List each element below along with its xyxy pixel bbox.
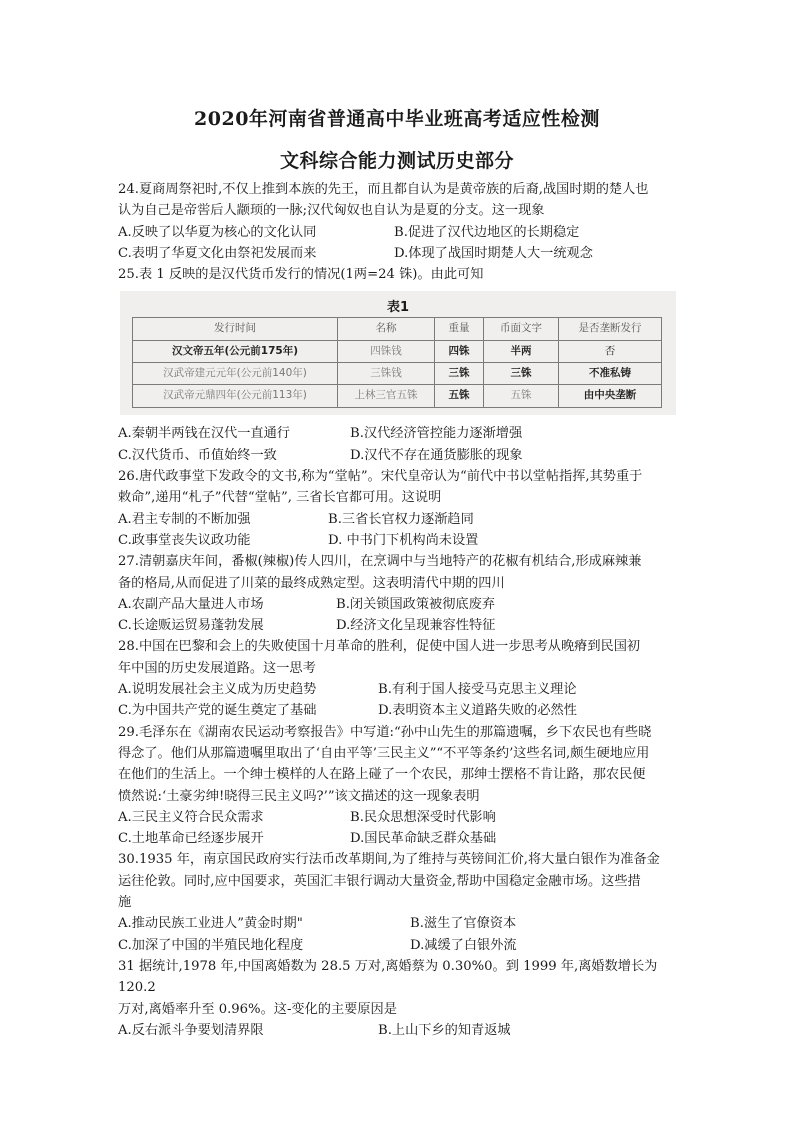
table-title: 表1 — [386, 300, 410, 316]
question-31-line-1: 31 据统计,1978 年,中国离婚数为 28.5 万对,离婚蔡为 0.30%0。到 1999 年,离婚数增长为 120.2 — [118, 958, 658, 996]
table-header: 是否垄断发行 — [559, 318, 662, 340]
option-31-b[interactable]: B.上山下乡的知青返城 — [378, 1022, 511, 1038]
table-row — [133, 385, 662, 407]
exam-title: 2020年河南省普通高中毕业班高考适应性检测 — [194, 108, 600, 130]
option-29-d[interactable]: D.国民革命缺乏群众基础 — [350, 831, 497, 847]
question-30 — [118, 849, 686, 955]
table-cell: 三铢 — [484, 363, 559, 385]
question-29-line-4: 愤然说:‘土豪劣绅!晓得三民主义吗?’”该文描述的这一现象表明 — [118, 788, 480, 804]
option-30-d[interactable]: D.减缓了白银外流 — [410, 937, 517, 953]
question-29-line-2: 得念了。他们从那篇遗嘱里取出了‘自由平等’三民主义”“不平等条约’这些名词,颇生硬地应用 — [118, 745, 650, 761]
table-header: 重量 — [435, 318, 484, 340]
question-29 — [118, 722, 686, 850]
option-25-b[interactable]: B.汉代经济管控能力逐渐增强 — [350, 426, 523, 442]
table-cell: 汉武帝建元元年(公元前140年) — [133, 363, 338, 385]
exam-subtitle: 文科综合能力测试历史部分 — [279, 150, 514, 172]
option-28-d[interactable]: D.表明资本主义道路失败的必然性 — [378, 703, 577, 719]
question-26 — [118, 466, 686, 551]
table-header: 币面文字 — [484, 318, 559, 340]
table-cell: 汉文帝五年(公元前175年) — [133, 340, 338, 362]
question-25-line-1: 25.表 1 反映的是汉代货币发行的情况(1两=24 铢)。由此可知 — [118, 267, 484, 283]
option-30-c[interactable]: C.加深了中国的半殖民地化程度 — [118, 937, 304, 953]
option-26-d[interactable]: D. 中书门下机构尚未设置 — [328, 532, 479, 548]
question-28-line-2: 年中国的历史发展道路。这一思考 — [118, 660, 316, 676]
question-24 — [118, 179, 686, 264]
table-row — [133, 363, 662, 385]
table-cell: 否 — [559, 340, 662, 362]
option-26-b[interactable]: B.三省长官权力逐渐趋同 — [328, 511, 474, 527]
option-28-a[interactable]: A.说明发展社会主义成为历史趋势 — [118, 682, 317, 698]
table-cell: 汉武帝元鼎四年(公元前113年) — [133, 385, 338, 407]
question-30-line-1: 30.1935 年，南京国民政府实行法币改革期间,为了维持与英镑间汇价,将大量白银作为准备金 — [118, 852, 660, 868]
question-27-line-2: 备的格局,从而促进了川菜的最终成熟定型。这表明清代中期的四川 — [118, 575, 505, 591]
option-24-a[interactable]: A.反映了以华夏为核心的文化认同 — [118, 224, 317, 240]
option-29-c[interactable]: C.土地革命已经逐步展开 — [118, 831, 264, 847]
question-26-line-2: 敕命”,递用“札子”代替“堂帖”, 三省长官都可用。这说明 — [118, 490, 442, 506]
table-cell: 四铢钱 — [338, 340, 435, 362]
option-27-a[interactable]: A.农副产品大量进人市场 — [118, 596, 264, 612]
option-24-c[interactable]: C.表明了华夏文化由祭祀发展而来 — [118, 245, 317, 261]
question-30-line-3: 施 — [118, 895, 132, 911]
option-26-c[interactable]: C.政事堂丧失议政功能 — [118, 532, 251, 548]
question-29-line-1: 29.毛泽东在《湖南农民运动考察报告》中写道:“孙中山先生的那篇遗嘱，乡下农民也有些晓 — [118, 724, 652, 740]
question-31-line-2: 万对,离婚率升至 0.96%。这-变化的主要原因是 — [118, 1001, 397, 1017]
table-row — [133, 340, 662, 362]
table-cell: 上林三官五铢 — [338, 385, 435, 407]
table-cell: 半两 — [484, 340, 559, 362]
option-24-b[interactable]: B.促进了汉代边地区的长期稳定 — [394, 224, 580, 240]
question-28 — [118, 636, 686, 721]
question-25 — [118, 264, 686, 466]
question-24-line-2: 认为自己是帝喾后人颛顼的一脉;汉代匈奴也自认为是夏的分支。这一现象 — [118, 203, 545, 219]
question-27-line-1: 27.清朝嘉庆年间，番椒(辣椒)传人四川，在烹调中与当地特产的花椒有机结合,形成麻辣兼 — [118, 554, 642, 570]
table-cell: 五铢 — [484, 385, 559, 407]
question-31 — [118, 956, 686, 1041]
option-28-c[interactable]: C.为中国共产党的诞生奠定了基础 — [118, 703, 317, 719]
currency-table-figure — [120, 291, 676, 415]
option-25-a[interactable]: A.秦朝半两钱在汉代一直通行 — [118, 426, 290, 442]
table-cell: 三铢钱 — [338, 363, 435, 385]
option-30-b[interactable]: B.滋生了官僚资本 — [410, 916, 517, 932]
question-26-line-1: 26.唐代政事堂下发政令的文书,称为“堂帖”。宋代皇帝认为“前代中书以堂帖指挥,其势重于 — [118, 469, 643, 485]
option-27-c[interactable]: C.长途贩运贸易蓬勃发展 — [118, 618, 264, 634]
question-27 — [118, 551, 686, 636]
table-cell: 三铢 — [435, 363, 484, 385]
option-26-a[interactable]: A.君主专制的不断加强 — [118, 511, 251, 527]
table-header-row — [133, 318, 662, 340]
table-cell: 不准私铸 — [559, 363, 662, 385]
option-30-a[interactable]: A.推动民族工业进人”黄金时期" — [118, 916, 303, 932]
currency-table — [132, 317, 662, 407]
table-cell: 四铢 — [435, 340, 484, 362]
question-24-line-1: 24.夏商周祭祀时,不仅上推到本族的先王，而且都自认为是黄帝族的后裔,战国时期的楚人也 — [118, 182, 649, 197]
option-24-d[interactable]: D.体现了战国时期楚人大一统观念 — [394, 245, 593, 261]
option-29-a[interactable]: A.三民主义符合民众需求 — [118, 809, 264, 825]
option-28-b[interactable]: B.有利于国人接受马克思主义理论 — [378, 682, 577, 698]
option-27-d[interactable]: D.经济文化呈现兼容性特征 — [336, 618, 496, 634]
question-list — [118, 179, 686, 1041]
option-25-c[interactable]: C.汉代货币、币值始终一致 — [118, 447, 277, 463]
question-30-line-2: 运往伦敦。同时,应中国要求，英国汇丰银行调动大量资金,帮助中国稳定金融市场。这些措 — [118, 873, 641, 889]
option-29-b[interactable]: B.民众思想深受时代影响 — [350, 809, 496, 825]
option-27-b[interactable]: B.闭关锁国政策被彻底废弃 — [336, 596, 495, 612]
option-25-d[interactable]: D.汉代不存在通货膨胀的现象 — [350, 447, 523, 463]
question-29-line-3: 在他们的生活上。一个绅士模样的人在路上碰了一个农民，那绅士摆格不肯让路，那农民便 — [118, 767, 646, 783]
table-cell: 五铢 — [435, 385, 484, 407]
table-cell: 由中央垄断 — [559, 385, 662, 407]
question-28-line-1: 28.中国在巴黎和会上的失败使国十月革命的胜利，促使中国人进一步思考从晚瘠到民国初 — [118, 639, 641, 655]
table-header: 名称 — [338, 318, 435, 340]
table-header: 发行时间 — [133, 318, 338, 340]
option-31-a[interactable]: A.反右派斗争要划清界限 — [118, 1022, 264, 1038]
